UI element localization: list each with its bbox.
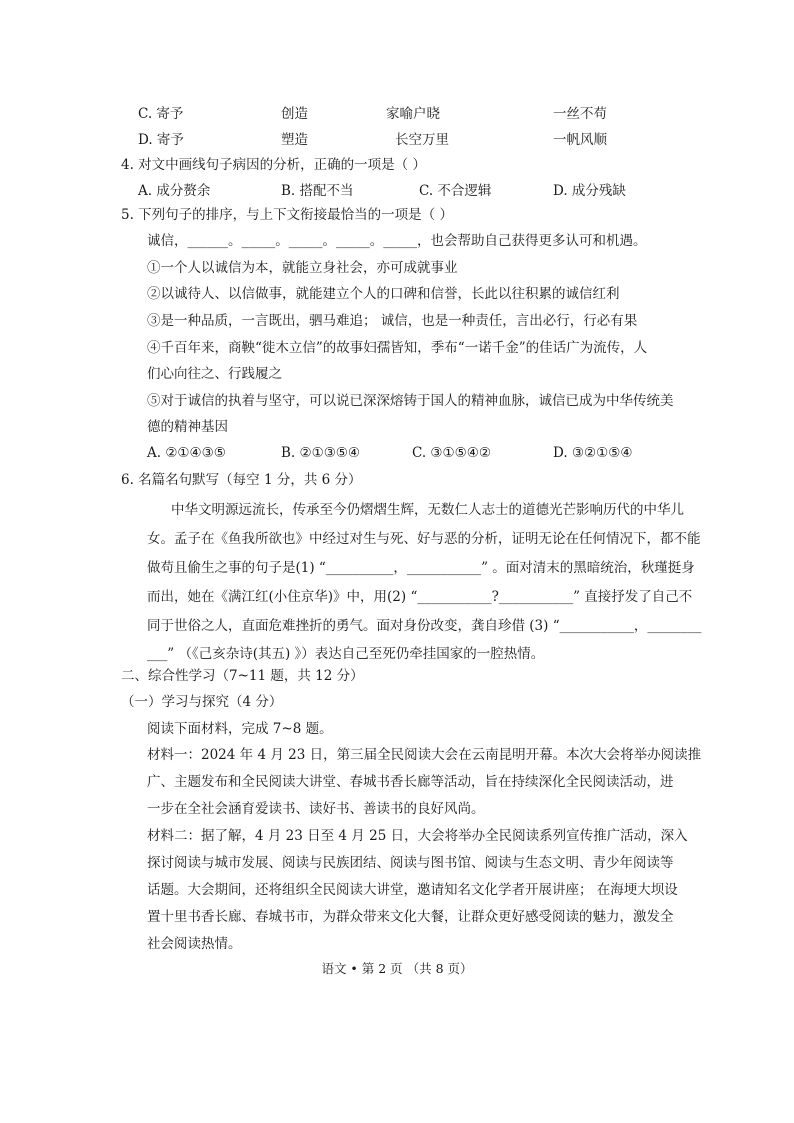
section-2-sub1-title: （一）学习与探究（4 分）	[121, 694, 283, 710]
q4-option-a[interactable]: A. 成分赘余	[138, 183, 211, 199]
q3-option-d-label: D. 寄予	[138, 132, 184, 148]
q6-stem: 6. 名篇名句默写（每空 1 分，共 6 分）	[121, 472, 362, 488]
q5-option-d[interactable]: D. ③②①⑤④	[553, 445, 633, 461]
q4-option-d[interactable]: D. 成分残缺	[553, 183, 626, 199]
q3-option-d-word1: 塑造	[281, 132, 308, 148]
q5-sentence-4-cont: 们心向往之、行践履之	[147, 366, 282, 382]
q5-context: 诚信，______。_____。_____。_____。_____，也会帮助自己获得更多认可和机遇。	[147, 233, 647, 249]
material-1-line-1: 材料一：2024 年 4 月 23 日，第三届全民阅读大会在云南昆明开幕。本次大会将举办阅读推	[147, 747, 702, 763]
q5-sentence-4: ④千百年来，商鞅“徙木立信”的故事妇孺皆知，季布“一诺千金”的佳话广为流传，人	[147, 340, 648, 356]
q5-option-b[interactable]: B. ②①③⑤④	[281, 445, 361, 461]
material-2-line-3: 话题。大会期间，还将组织全民阅读大讲堂，邀请知名文化学者开展讲座； 在海埂大坝设	[147, 882, 678, 898]
q6-para-line-3: 做苟且偷生之事的句子是(1) “__________，___________” 。面对清末的黑暗统治，秋瑾挺身	[147, 560, 695, 576]
section-2-instruction: 阅读下面材料，完成 7~8 题。	[147, 721, 333, 737]
q3-option-c-word2: 家喻户晓	[386, 106, 440, 122]
material-2-line-1: 材料二：据了解，4 月 23 日至 4 月 25 日，大会将举办全民阅读系列宣传推广活动，深入	[147, 828, 688, 844]
q5-sentence-2: ②以诚待人、以信做事，就能建立个人的口碑和信誉，长此以往积累的诚信红利	[147, 286, 620, 302]
q5-stem: 5. 下列句子的排序，与上下文衔接最恰当的一项是（ ）	[121, 207, 453, 223]
q5-option-a[interactable]: A. ②①④③⑤	[147, 445, 226, 461]
q3-option-c-word3: 一丝不苟	[553, 106, 607, 122]
q5-sentence-5-cont: 德的精神基因	[147, 419, 228, 435]
material-2-line-4: 置十里书香长廊、春城书市，为群众带来文化大餐，让群众更好感受阅读的魅力，激发全	[147, 909, 674, 925]
q3-option-c-word1: 创造	[281, 106, 308, 122]
material-2-line-2: 探讨阅读与城市发展、阅读与民族团结、阅读与图书馆、阅读与生态文明、青少年阅读等	[147, 855, 674, 871]
q5-sentence-1: ①一个人以诚信为本，就能立身社会，亦可成就事业	[147, 260, 458, 276]
q5-sentence-3: ③是一种品质，一言既出，驷马难追； 诚信，也是一种责任，言出必行，行必有果	[147, 313, 638, 329]
section-2-title: 二、综合性学习（7~11 题，共 12 分）	[121, 668, 364, 684]
q5-sentence-5: ⑤对于诚信的执着与坚守，可以说已深深熔铸于国人的精神血脉，诚信已成为中华传统美	[147, 393, 674, 409]
q4-option-c[interactable]: C. 不合逻辑	[419, 183, 492, 199]
q6-para-line-4: 而出，她在《满江红(小住京华)》中，用(2) “___________?___________” 直接抒发了自己不	[147, 589, 693, 605]
q4-option-b[interactable]: B. 搭配不当	[281, 183, 354, 199]
q5-option-c[interactable]: C. ③①⑤④②	[412, 445, 491, 461]
q4-stem: 4. 对文中画线句子病因的分析，正确的一项是（ ）	[121, 157, 426, 173]
q6-para-line-2: 女。孟子在《鱼我所欲也》中经过对生与死、好与恶的分析，证明无论在任何情况下，都不能	[147, 531, 701, 547]
material-1-line-2: 广、主题发布和全民阅读大讲堂、春城书香长廊等活动，旨在持续深化全民阅读活动，进	[147, 774, 674, 790]
q6-para-line-5: 同于世俗之人，直面危难挫折的勇气。面对身份改变，龚自珍借 (3) “___________，________	[147, 618, 702, 634]
q6-para-line-1: 中华文明源远流长，传承至今仍熠熠生辉，无数仁人志士的道德光芒影响历代的中华儿	[171, 502, 684, 518]
q3-option-c-label: C. 寄予	[138, 106, 184, 122]
q3-option-d-word2: 长空万里	[395, 132, 449, 148]
q3-option-d-word3: 一帆风顺	[553, 132, 607, 148]
q6-para-line-6: ___” （《己亥杂诗(其五) 》）表达自己至死仍牵挂国家的一腔热情。	[147, 646, 545, 662]
page-footer: 语文 • 第 2 页 （共 8 页）	[321, 961, 473, 976]
material-2-line-5: 社会阅读热情。	[147, 936, 242, 952]
material-1-line-3: 一步在全社会涵育爱读书、读好书、善读书的良好风尚。	[147, 801, 485, 817]
